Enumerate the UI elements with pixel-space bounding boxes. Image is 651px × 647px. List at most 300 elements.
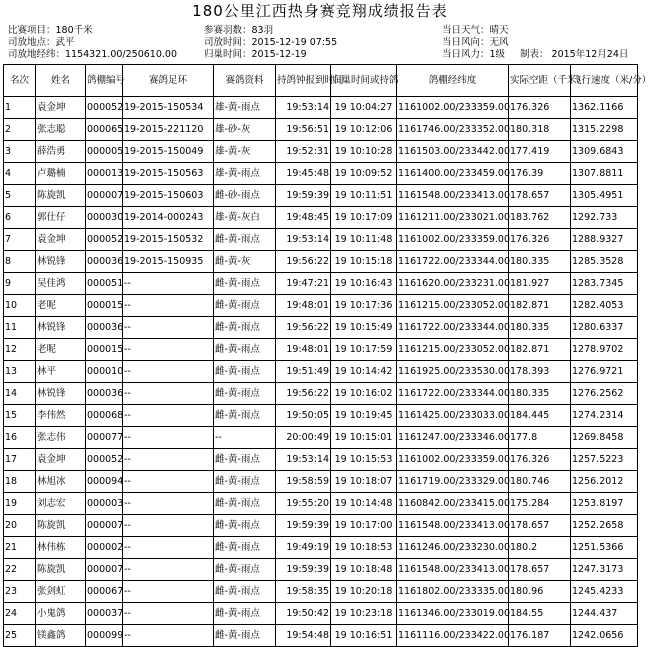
release-coordinates: 司放地经纬：1154321.00/250610.00 xyxy=(8,49,177,60)
cell-loft-id: 000007 xyxy=(86,515,123,537)
cell-return-time: 19 10:14:48 xyxy=(331,493,397,515)
cell-speed: 1280.6337 xyxy=(571,317,638,339)
cell-rank: 15 xyxy=(4,405,36,427)
cell-loft-id: 000036 xyxy=(86,317,123,339)
cell-clock-time: 19:56:22 xyxy=(276,317,331,339)
cell-rank: 17 xyxy=(4,449,36,471)
cell-distance: 184.445 xyxy=(509,405,571,427)
cell-ring-number: 19-2015-150532 xyxy=(123,229,214,251)
cell-loft-id: 000007 xyxy=(86,185,123,207)
header-name: 姓名 xyxy=(36,65,86,97)
cell-rank: 4 xyxy=(4,163,36,185)
cell-name: 张志聪 xyxy=(36,119,86,141)
table-row xyxy=(4,427,638,449)
cell-return-time: 19 10:17:00 xyxy=(331,515,397,537)
header-clock-time: 持鸽钟报到时间 xyxy=(276,65,331,97)
cell-coordinates: 1161620.00/233231.00 xyxy=(397,273,509,295)
cell-ring-number: 19-2015-150563 xyxy=(123,163,214,185)
header-loft-id: 鸽棚编号 xyxy=(86,65,123,97)
cell-rank: 7 xyxy=(4,229,36,251)
cell-coordinates: 1161548.00/233413.00 xyxy=(397,515,509,537)
cell-loft-id: 000052 xyxy=(86,229,123,251)
cell-name: 李伟然 xyxy=(36,405,86,427)
header-return-time: 归巢时间或持鸽 xyxy=(331,65,397,97)
cell-loft-id: 000007 xyxy=(86,559,123,581)
cell-loft-id: 000013 xyxy=(86,163,123,185)
cell-clock-time: 19:50:42 xyxy=(276,603,331,625)
table-row xyxy=(4,449,638,471)
cell-return-time: 19 10:09:52 xyxy=(331,163,397,185)
table-row xyxy=(4,361,638,383)
cell-distance: 178.657 xyxy=(509,515,571,537)
cell-distance: 180.335 xyxy=(509,317,571,339)
cell-pigeon-info: 雌-黄-雨点 xyxy=(214,339,276,361)
cell-rank: 25 xyxy=(4,625,36,647)
cell-speed: 1315.2298 xyxy=(571,119,638,141)
cell-name: 林伟栋 xyxy=(36,537,86,559)
cell-clock-time: 19:53:14 xyxy=(276,449,331,471)
cell-coordinates: 1161400.00/233459.00 xyxy=(397,163,509,185)
cell-loft-id: 000099 xyxy=(86,625,123,647)
cell-loft-id: 000015 xyxy=(86,339,123,361)
cell-return-time: 19 10:16:02 xyxy=(331,383,397,405)
cell-rank: 9 xyxy=(4,273,36,295)
cell-rank: 5 xyxy=(4,185,36,207)
cell-coordinates: 1161002.00/233359.00 xyxy=(397,97,509,119)
cell-speed: 1242.0656 xyxy=(571,625,638,647)
cell-pigeon-info: 雄-黄-雨点 xyxy=(214,97,276,119)
cell-name: 陈旋凯 xyxy=(36,559,86,581)
cell-speed: 1252.2658 xyxy=(571,515,638,537)
cell-ring-number: 19-2015-150534 xyxy=(123,97,214,119)
cell-coordinates: 1161925.00/233530.00 xyxy=(397,361,509,383)
cell-distance: 183.762 xyxy=(509,207,571,229)
cell-ring-number: -- xyxy=(123,471,214,493)
cell-ring-number: -- xyxy=(123,603,214,625)
cell-loft-id: 000077 xyxy=(86,427,123,449)
cell-pigeon-info: 雌-黄-雨点 xyxy=(214,273,276,295)
cell-return-time: 19 10:11:48 xyxy=(331,229,397,251)
cell-name: 张志伟 xyxy=(36,427,86,449)
cell-clock-time: 20:00:49 xyxy=(276,427,331,449)
cell-loft-id: 000068 xyxy=(86,405,123,427)
table-row xyxy=(4,207,638,229)
entries-count: 参赛羽数：83羽 xyxy=(204,25,274,36)
cell-loft-id: 000015 xyxy=(86,295,123,317)
cell-rank: 2 xyxy=(4,119,36,141)
table-row xyxy=(4,119,638,141)
cell-name: 镁鑫鸽 xyxy=(36,625,86,647)
cell-return-time: 19 10:12:06 xyxy=(331,119,397,141)
cell-rank: 1 xyxy=(4,97,36,119)
cell-coordinates: 1161719.00/233329.00 xyxy=(397,471,509,493)
cell-return-time: 19 10:15:49 xyxy=(331,317,397,339)
cell-clock-time: 19:45:48 xyxy=(276,163,331,185)
cell-pigeon-info: 雌-黄-雨点 xyxy=(214,471,276,493)
cell-coordinates: 1161722.00/233344.00 xyxy=(397,383,509,405)
cell-clock-time: 19:56:51 xyxy=(276,119,331,141)
cell-speed: 1309.6843 xyxy=(571,141,638,163)
table-row xyxy=(4,185,638,207)
cell-coordinates: 1161211.00/233021.00 xyxy=(397,207,509,229)
cell-distance: 180.2 xyxy=(509,537,571,559)
table-row xyxy=(4,405,638,427)
race-item: 比赛项目：180千米 xyxy=(8,25,93,36)
table-made-date: 制表： 2015年12月24日 xyxy=(520,49,629,60)
cell-clock-time: 19:56:22 xyxy=(276,383,331,405)
cell-coordinates: 1161215.00/233052.00 xyxy=(397,295,509,317)
cell-pigeon-info: 雄-黄-灰白 xyxy=(214,207,276,229)
cell-name: 袁金坤 xyxy=(36,97,86,119)
cell-rank: 3 xyxy=(4,141,36,163)
cell-clock-time: 19:58:35 xyxy=(276,581,331,603)
cell-name: 老呢 xyxy=(36,339,86,361)
cell-clock-time: 19:47:21 xyxy=(276,273,331,295)
cell-speed: 1269.8458 xyxy=(571,427,638,449)
cell-clock-time: 19:53:14 xyxy=(276,97,331,119)
cell-rank: 24 xyxy=(4,603,36,625)
cell-return-time: 19 10:10:28 xyxy=(331,141,397,163)
weather: 当日天气：晴天 xyxy=(442,25,509,36)
cell-return-time: 19 10:19:45 xyxy=(331,405,397,427)
cell-clock-time: 19:59:39 xyxy=(276,185,331,207)
cell-clock-time: 19:52:31 xyxy=(276,141,331,163)
report-title: 180公里江西热身赛竞翔成绩报告表 xyxy=(192,2,448,20)
cell-speed: 1307.8811 xyxy=(571,163,638,185)
cell-pigeon-info: 雌-黄-雨点 xyxy=(214,603,276,625)
cell-speed: 1251.5366 xyxy=(571,537,638,559)
cell-loft-id: 000036 xyxy=(86,383,123,405)
cell-speed: 1283.7345 xyxy=(571,273,638,295)
cell-return-time: 19 10:18:48 xyxy=(331,559,397,581)
cell-distance: 178.657 xyxy=(509,559,571,581)
cell-pigeon-info: 雌-黄-雨点 xyxy=(214,493,276,515)
cell-rank: 19 xyxy=(4,493,36,515)
cell-name: 袁金坤 xyxy=(36,449,86,471)
header-coordinates: 鸽棚经纬度 xyxy=(397,65,509,97)
cell-ring-number: -- xyxy=(123,295,214,317)
cell-rank: 8 xyxy=(4,251,36,273)
cell-name: 林旭冰 xyxy=(36,471,86,493)
cell-coordinates: 1161002.00/233359.00 xyxy=(397,229,509,251)
cell-speed: 1362.1166 xyxy=(571,97,638,119)
table-header xyxy=(4,65,638,97)
table-row xyxy=(4,493,638,515)
cell-ring-number: 19-2014-000243 xyxy=(123,207,214,229)
cell-return-time: 19 10:18:07 xyxy=(331,471,397,493)
cell-return-time: 19 10:17:59 xyxy=(331,339,397,361)
table-row xyxy=(4,339,638,361)
cell-rank: 12 xyxy=(4,339,36,361)
cell-name: 林锐锋 xyxy=(36,317,86,339)
cell-speed: 1305.4951 xyxy=(571,185,638,207)
cell-return-time: 19 10:17:36 xyxy=(331,295,397,317)
cell-speed: 1253.8197 xyxy=(571,493,638,515)
cell-loft-id: 000037 xyxy=(86,603,123,625)
cell-return-time: 19 10:16:51 xyxy=(331,625,397,647)
results-table xyxy=(3,64,651,647)
cell-distance: 178.657 xyxy=(509,185,571,207)
cell-distance: 177.8 xyxy=(509,427,571,449)
table-row xyxy=(4,163,638,185)
cell-distance: 176.187 xyxy=(509,625,571,647)
table-row xyxy=(4,559,638,581)
cell-coordinates: 1161548.00/233413.00 xyxy=(397,185,509,207)
cell-ring-number: 19-2015-150049 xyxy=(123,141,214,163)
table-row xyxy=(4,141,638,163)
cell-pigeon-info: 雌-黄-雨点 xyxy=(214,361,276,383)
cell-distance: 181.927 xyxy=(509,273,571,295)
cell-return-time: 19 10:17:09 xyxy=(331,207,397,229)
cell-name: 薛浩勇 xyxy=(36,141,86,163)
cell-speed: 1276.9721 xyxy=(571,361,638,383)
cell-coordinates: 1161002.00/233359.00 xyxy=(397,449,509,471)
cell-name: 吴佳鸿 xyxy=(36,273,86,295)
cell-clock-time: 19:55:20 xyxy=(276,493,331,515)
cell-ring-number: -- xyxy=(123,559,214,581)
cell-loft-id: 000010 xyxy=(86,361,123,383)
cell-clock-time: 19:59:39 xyxy=(276,515,331,537)
cell-ring-number: -- xyxy=(123,493,214,515)
cell-return-time: 19 10:20:18 xyxy=(331,581,397,603)
cell-ring-number: -- xyxy=(123,515,214,537)
cell-clock-time: 19:56:22 xyxy=(276,251,331,273)
table-row xyxy=(4,603,638,625)
cell-distance: 176.39 xyxy=(509,163,571,185)
cell-rank: 6 xyxy=(4,207,36,229)
cell-rank: 16 xyxy=(4,427,36,449)
header-distance: 实际空距（千米） xyxy=(509,65,571,97)
table-row xyxy=(4,471,638,493)
cell-coordinates: 1161346.00/233019.00 xyxy=(397,603,509,625)
cell-ring-number: -- xyxy=(123,427,214,449)
header-pigeon-info: 赛鸽资料 xyxy=(214,65,276,97)
cell-distance: 180.335 xyxy=(509,383,571,405)
cell-speed: 1285.3528 xyxy=(571,251,638,273)
cell-coordinates: 1161548.00/233413.00 xyxy=(397,559,509,581)
cell-speed: 1288.9327 xyxy=(571,229,638,251)
cell-pigeon-info: 雌-黄-雨点 xyxy=(214,559,276,581)
cell-ring-number: 19-2015-150935 xyxy=(123,251,214,273)
cell-pigeon-info: 雄-砂-灰 xyxy=(214,119,276,141)
cell-loft-id: 000002 xyxy=(86,537,123,559)
header-ring-number: 赛鸽足环 xyxy=(123,65,214,97)
cell-pigeon-info: 雌-黄-雨点 xyxy=(214,405,276,427)
cell-ring-number: -- xyxy=(123,405,214,427)
cell-coordinates: 1161802.00/233335.00 xyxy=(397,581,509,603)
cell-pigeon-info: 雌-黄-雨点 xyxy=(214,449,276,471)
cell-loft-id: 000052 xyxy=(86,97,123,119)
cell-clock-time: 19:54:48 xyxy=(276,625,331,647)
cell-return-time: 19 10:15:18 xyxy=(331,251,397,273)
release-place: 司放地点：武平 xyxy=(8,37,75,48)
cell-ring-number: 19-2015-221120 xyxy=(123,119,214,141)
cell-speed: 1247.3173 xyxy=(571,559,638,581)
cell-pigeon-info: 雌-黄-雨点 xyxy=(214,383,276,405)
cell-ring-number: -- xyxy=(123,339,214,361)
cell-loft-id: 000005 xyxy=(86,141,123,163)
cell-ring-number: -- xyxy=(123,361,214,383)
table-row xyxy=(4,229,638,251)
cell-loft-id: 000003 xyxy=(86,493,123,515)
cell-rank: 10 xyxy=(4,295,36,317)
cell-clock-time: 19:48:45 xyxy=(276,207,331,229)
cell-rank: 21 xyxy=(4,537,36,559)
cell-coordinates: 1161503.00/233442.00 xyxy=(397,141,509,163)
cell-speed: 1257.5223 xyxy=(571,449,638,471)
cell-rank: 22 xyxy=(4,559,36,581)
cell-name: 林锐锋 xyxy=(36,383,86,405)
cell-ring-number: -- xyxy=(123,273,214,295)
cell-rank: 14 xyxy=(4,383,36,405)
cell-coordinates: 1161215.00/233052.00 xyxy=(397,339,509,361)
header-rank: 名次 xyxy=(4,65,36,97)
cell-clock-time: 19:58:59 xyxy=(276,471,331,493)
cell-distance: 182.871 xyxy=(509,339,571,361)
cell-rank: 13 xyxy=(4,361,36,383)
cell-return-time: 19 10:15:01 xyxy=(331,427,397,449)
cell-name: 郭仕仔 xyxy=(36,207,86,229)
header-speed: 飞行速度（米/分） xyxy=(571,65,638,97)
cell-pigeon-info: 雌-黄-雨点 xyxy=(214,229,276,251)
cell-ring-number: 19-2015-150603 xyxy=(123,185,214,207)
cell-name: 林平 xyxy=(36,361,86,383)
cell-clock-time: 19:49:19 xyxy=(276,537,331,559)
cell-coordinates: 1161722.00/233344.00 xyxy=(397,317,509,339)
cell-return-time: 19 10:15:53 xyxy=(331,449,397,471)
cell-clock-time: 19:50:05 xyxy=(276,405,331,427)
cell-name: 刘志宏 xyxy=(36,493,86,515)
cell-distance: 180.96 xyxy=(509,581,571,603)
cell-distance: 176.326 xyxy=(509,229,571,251)
release-time: 司放时间：2015-12-19 07:55 xyxy=(204,37,338,48)
cell-distance: 177.419 xyxy=(509,141,571,163)
race-info xyxy=(0,22,640,64)
cell-speed: 1282.4053 xyxy=(571,295,638,317)
cell-return-time: 19 10:23:18 xyxy=(331,603,397,625)
cell-name: 小鬼鸽 xyxy=(36,603,86,625)
cell-name: 林锐锋 xyxy=(36,251,86,273)
table-row xyxy=(4,295,638,317)
cell-pigeon-info: -- xyxy=(214,427,276,449)
cell-speed: 1274.2314 xyxy=(571,405,638,427)
cell-coordinates: 1161247.00/233346.00 xyxy=(397,427,509,449)
table-row xyxy=(4,273,638,295)
cell-name: 陈旋凯 xyxy=(36,515,86,537)
cell-distance: 175.284 xyxy=(509,493,571,515)
cell-coordinates: 1161116.00/233422.00 xyxy=(397,625,509,647)
cell-name: 袁金坤 xyxy=(36,229,86,251)
table-row xyxy=(4,515,638,537)
table-row xyxy=(4,317,638,339)
cell-coordinates: 1161722.00/233344.00 xyxy=(397,251,509,273)
cell-pigeon-info: 雌-黄-雨点 xyxy=(214,515,276,537)
cell-name: 卢璐楠 xyxy=(36,163,86,185)
cell-distance: 182.871 xyxy=(509,295,571,317)
cell-pigeon-info: 雄-黄-雨点 xyxy=(214,163,276,185)
cell-loft-id: 000030 xyxy=(86,207,123,229)
cell-speed: 1256.2012 xyxy=(571,471,638,493)
cell-return-time: 19 10:18:53 xyxy=(331,537,397,559)
cell-distance: 176.326 xyxy=(509,449,571,471)
cell-name: 张剑虹 xyxy=(36,581,86,603)
cell-speed: 1245.4233 xyxy=(571,581,638,603)
cell-pigeon-info: 雌-黄-雨点 xyxy=(214,295,276,317)
cell-clock-time: 19:51:49 xyxy=(276,361,331,383)
cell-return-time: 19 10:16:43 xyxy=(331,273,397,295)
cell-rank: 23 xyxy=(4,581,36,603)
cell-coordinates: 1161246.00/233230.00 xyxy=(397,537,509,559)
cell-ring-number: -- xyxy=(123,537,214,559)
cell-coordinates: 1161425.00/233033.00 xyxy=(397,405,509,427)
cell-rank: 11 xyxy=(4,317,36,339)
return-time: 归巢时间：2015-12-19 xyxy=(204,49,307,60)
cell-rank: 18 xyxy=(4,471,36,493)
cell-distance: 180.318 xyxy=(509,119,571,141)
cell-ring-number: -- xyxy=(123,449,214,471)
wind-force: 当日风力：1级 xyxy=(442,49,506,60)
cell-ring-number: -- xyxy=(123,625,214,647)
cell-speed: 1292.733 xyxy=(571,207,638,229)
cell-loft-id: 000051 xyxy=(86,273,123,295)
cell-name: 老呢 xyxy=(36,295,86,317)
cell-rank: 20 xyxy=(4,515,36,537)
cell-name: 陈旋凯 xyxy=(36,185,86,207)
cell-pigeon-info: 雌-砂-雨点 xyxy=(214,185,276,207)
table-row xyxy=(4,625,638,647)
cell-return-time: 19 10:14:42 xyxy=(331,361,397,383)
cell-distance: 176.326 xyxy=(509,97,571,119)
cell-loft-id: 000036 xyxy=(86,251,123,273)
cell-distance: 178.393 xyxy=(509,361,571,383)
cell-clock-time: 19:59:39 xyxy=(276,559,331,581)
table-row xyxy=(4,251,638,273)
results-body xyxy=(4,97,638,647)
cell-loft-id: 000067 xyxy=(86,581,123,603)
cell-speed: 1244.437 xyxy=(571,603,638,625)
cell-return-time: 19 10:04:27 xyxy=(331,97,397,119)
cell-clock-time: 19:48:01 xyxy=(276,295,331,317)
table-row xyxy=(4,383,638,405)
cell-ring-number: -- xyxy=(123,317,214,339)
table-row xyxy=(4,97,638,119)
cell-loft-id: 000052 xyxy=(86,449,123,471)
cell-ring-number: -- xyxy=(123,383,214,405)
cell-distance: 184.55 xyxy=(509,603,571,625)
cell-pigeon-info: 雌-黄-雨点 xyxy=(214,537,276,559)
cell-speed: 1276.2562 xyxy=(571,383,638,405)
cell-loft-id: 000065 xyxy=(86,119,123,141)
cell-pigeon-info: 雌-黄-雨点 xyxy=(214,581,276,603)
cell-clock-time: 19:53:14 xyxy=(276,229,331,251)
table-row xyxy=(4,581,638,603)
cell-distance: 180.335 xyxy=(509,251,571,273)
cell-pigeon-info: 雌-黄-灰 xyxy=(214,251,276,273)
cell-speed: 1278.9702 xyxy=(571,339,638,361)
cell-coordinates: 1160842.00/233415.00 xyxy=(397,493,509,515)
cell-return-time: 19 10:11:51 xyxy=(331,185,397,207)
cell-coordinates: 1161746.00/233352.00 xyxy=(397,119,509,141)
cell-distance: 180.746 xyxy=(509,471,571,493)
cell-pigeon-info: 雄-黄-灰 xyxy=(214,141,276,163)
cell-clock-time: 19:48:01 xyxy=(276,339,331,361)
cell-pigeon-info: 雌-黄-雨点 xyxy=(214,625,276,647)
table-row xyxy=(4,537,638,559)
wind-direction: 当日风向：无风 xyxy=(442,37,509,48)
cell-pigeon-info: 雌-黄-雨点 xyxy=(214,317,276,339)
cell-loft-id: 000094 xyxy=(86,471,123,493)
cell-ring-number: -- xyxy=(123,581,214,603)
